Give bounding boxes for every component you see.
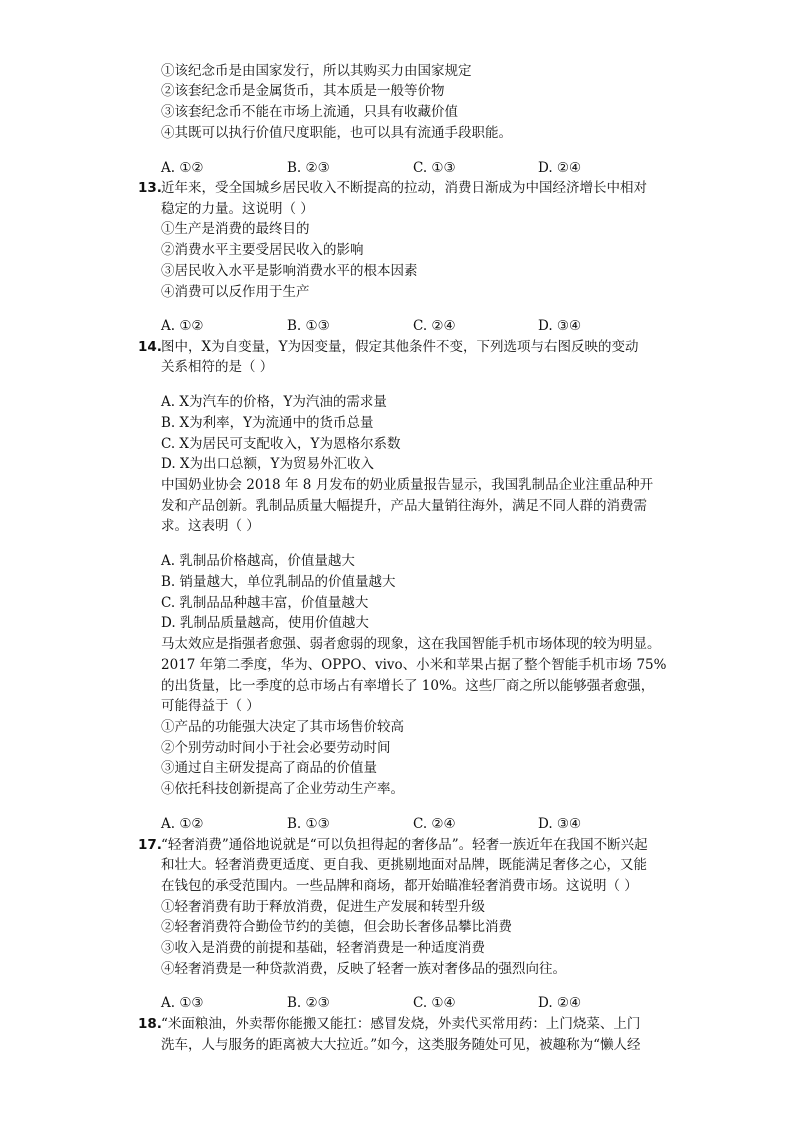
option-b: B. ①③ — [287, 816, 330, 832]
question-stem-line: 马太效应是指强者愈强、弱者愈弱的现象，这在我国智能手机市场体现的较为明显。 — [161, 636, 661, 652]
statement-line: ②轻奢消费符合勤俭节约的美德，但会助长奢侈品攀比消费 — [161, 919, 512, 935]
statement-line: ②该套纪念币是金属货币，其本质是一般等价物 — [161, 83, 445, 99]
choice-line: C. 乳制品品种越丰富，价值量越大 — [161, 595, 369, 611]
choice-line: D. 乳制品质量越高，使用价值越大 — [161, 615, 369, 631]
question-stem-line: 洗车，人与服务的距离被大大拉近。”如今，这类服务随处可见，被趣称为“懒人经 — [161, 1037, 641, 1053]
question-stem-line: 稳定的力量。这说明（ ） — [161, 201, 314, 217]
statement-line: ③居民收入水平是影响消费水平的根本因素 — [161, 263, 418, 279]
question-stem-line: 在钱包的承受范围内。一些品牌和商场，都开始瞄准轻奢消费市场。这说明（ ） — [161, 878, 638, 894]
option-c: C. ①④ — [413, 995, 456, 1011]
question-stem-line: 关系相符的是（ ） — [161, 359, 274, 375]
option-a: A. ①② — [161, 318, 204, 334]
statement-line: ③收入是消费的前提和基础，轻奢消费是一种适度消费 — [161, 940, 485, 956]
statement-line: ①产品的功能强大决定了其市场售价较高 — [161, 719, 404, 735]
choice-line: B. 销量越大，单位乳制品的价值量越大 — [161, 574, 396, 590]
question-number: 18. — [138, 1016, 162, 1032]
statement-line: ②个别劳动时间小于社会必要劳动时间 — [161, 740, 391, 756]
question-stem-line: 近年来，受全国城乡居民收入不断提高的拉动，消费日渐成为中国经济增长中相对 — [161, 180, 647, 196]
option-a: A. ①② — [161, 816, 204, 832]
statement-line: ④消费可以反作用于生产 — [161, 284, 310, 300]
statement-line: ①该纪念币是由国家发行，所以其购买力由国家规定 — [161, 63, 472, 79]
option-d: D. ③④ — [538, 318, 582, 334]
choice-line: A. X为汽车的价格，Y为汽油的需求量 — [161, 394, 387, 410]
question-stem-line: 可能得益于（ ） — [161, 698, 260, 714]
option-a: A. ①② — [161, 160, 204, 176]
question-stem-line: “米面粮油，外卖帮你能搬又能扛：感冒发烧，外卖代买常用药：上门烧菜、上门 — [161, 1016, 641, 1032]
option-c: C. ①③ — [413, 160, 456, 176]
statement-line: ④依托科技创新提高了企业劳动生产率。 — [161, 781, 404, 797]
option-a: A. ①③ — [161, 995, 204, 1011]
statement-line: ④其既可以执行价值尺度职能，也可以具有流通手段职能。 — [161, 125, 512, 141]
choice-line: D. X为出口总额，Y为贸易外汇收入 — [161, 456, 374, 472]
option-c: C. ②④ — [413, 318, 456, 334]
option-b: B. ②③ — [287, 995, 330, 1011]
option-d: D. ②④ — [538, 160, 582, 176]
statement-line: ②消费水平主要受居民收入的影响 — [161, 242, 364, 258]
option-d: D. ③④ — [538, 816, 582, 832]
option-b: B. ①③ — [287, 318, 330, 334]
question-stem-line: 中国奶业协会 2018 年 8 月发布的奶业质量报告显示，我国乳制品企业注重品种开 — [161, 477, 654, 493]
option-c: C. ②④ — [413, 816, 456, 832]
option-d: D. ②④ — [538, 995, 582, 1011]
choice-line: A. 乳制品价格越高，价值量越大 — [161, 553, 355, 569]
question-stem-line: 发和产品创新。乳制品质量大幅提升，产品大量销往海外，满足不同人群的消费需 — [161, 498, 647, 514]
question-stem-line: 图中，X为自变量，Y为因变量，假定其他条件不变，下列选项与右图反映的变动 — [161, 339, 639, 355]
question-stem-line: 求。这表明（ ） — [161, 518, 260, 534]
question-stem-line: “轻奢消费”通俗地说就是“可以负担得起的奢侈品”。轻奢一族近年在我国不断兴起 — [161, 837, 648, 853]
question-number: 17. — [138, 837, 162, 853]
question-stem-line: 2017 年第二季度，华为、OPPO、vivo、小米和苹果占据了整个智能手机市场 75% — [161, 657, 667, 673]
statement-line: ③该套纪念币不能在市场上流通，只具有收藏价值 — [161, 104, 458, 120]
statement-line: ①轻奢消费有助于释放消费，促进生产发展和转型升级 — [161, 899, 485, 915]
question-stem-line: 和壮大。轻奢消费更适度、更自我、更挑剔地面对品牌，既能满足奢侈之心，又能 — [161, 857, 647, 873]
statement-line: ③通过自主研发提高了商品的价值量 — [161, 760, 377, 776]
question-number: 14. — [138, 339, 162, 355]
option-b: B. ②③ — [287, 160, 330, 176]
question-number: 13. — [138, 180, 162, 196]
choice-line: B. X为利率，Y为流通中的货币总量 — [161, 415, 374, 431]
statement-line: ①生产是消费的最终目的 — [161, 221, 310, 237]
statement-line: ④轻奢消费是一种贷款消费，反映了轻奢一族对奢侈品的强烈向往。 — [161, 961, 566, 977]
choice-line: C. X为居民可支配收入，Y为恩格尔系数 — [161, 436, 401, 452]
question-stem-line: 的出货量，比一季度的总市场占有率增长了 10%。这些厂商之所以能够强者愈强， — [161, 678, 655, 694]
